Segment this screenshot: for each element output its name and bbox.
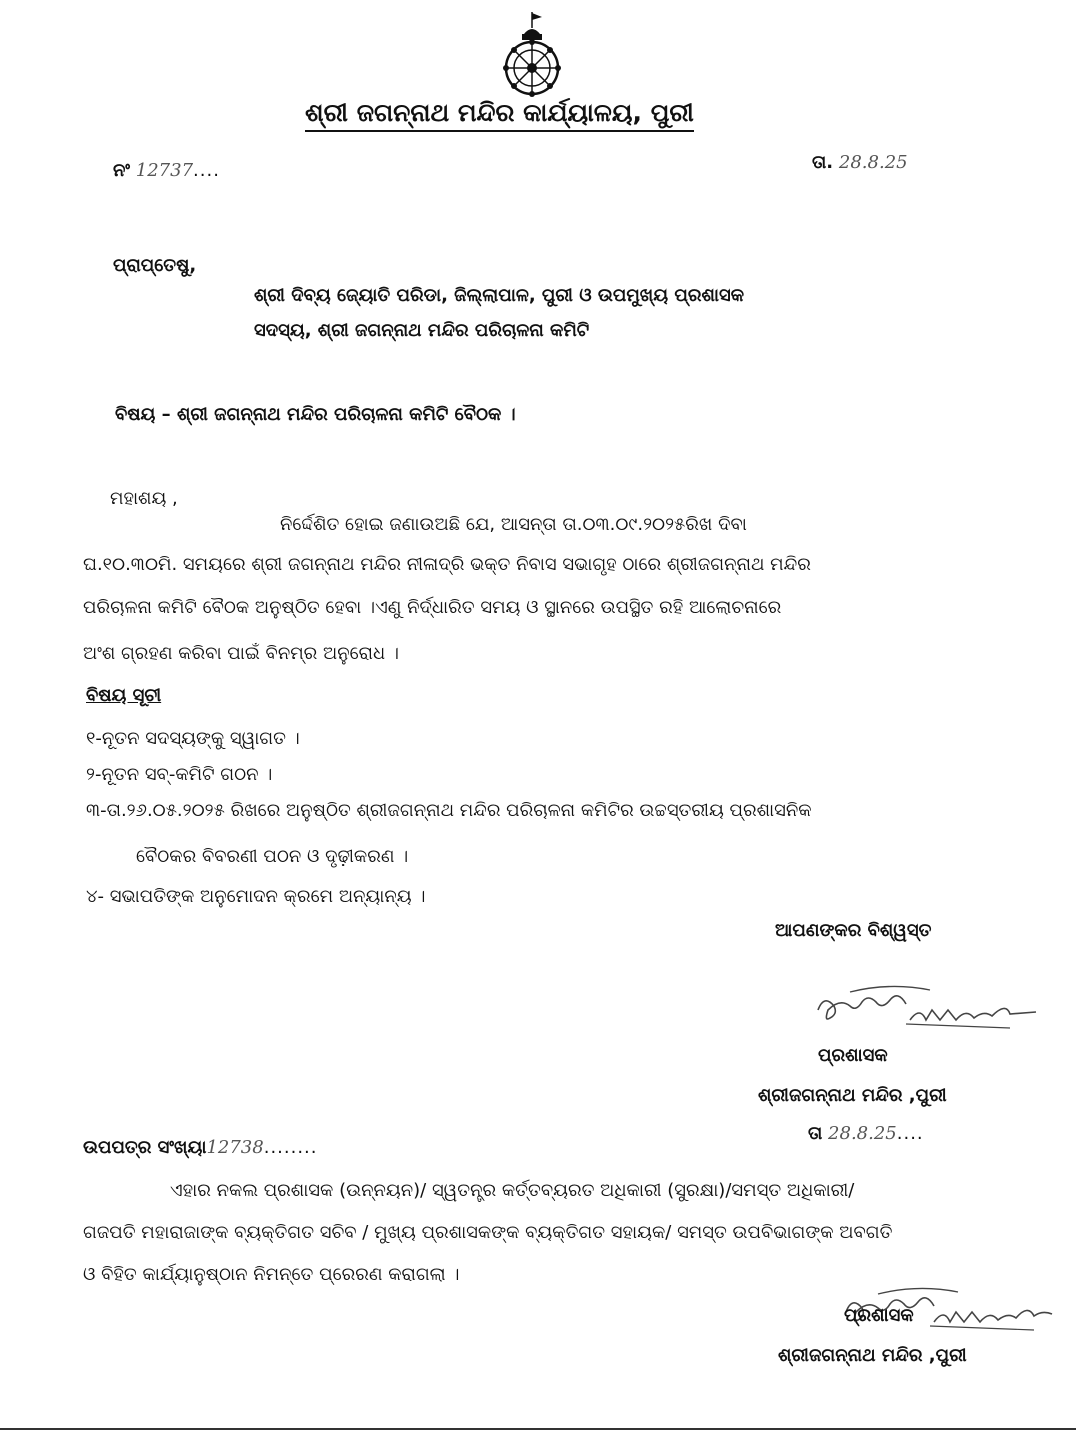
reference-date-label: ତା.: [812, 152, 834, 173]
subject-line: ବିଷୟ – ଶ୍ରୀ ଜଗନ୍ନାଥ ମନ୍ଦିର ପରିଚାଳନା କମିଟି ବୈଠକ ।: [115, 404, 516, 425]
copy-date-value: 28.8.25: [828, 1123, 897, 1144]
recipient-line-1: ଶ୍ରୀ ଦିବ୍ୟ ଜ୍ୟୋତି ପରିଡା, ଜିଲ୍ଲାପାଳ, ପୁରୀ ଓ ଉପମୁଖ୍ୟ ପ୍ରଶାସକ: [254, 285, 745, 306]
reference-date: [812, 152, 908, 173]
copy-line-1: ଏହାର ନକଲ ପ୍ରଶାସକ (ଉନ୍ନୟନ)/ ସ୍ୱତନ୍ତ୍ର କର୍ତ୍ତବ୍ୟରତ ଅଧିକାରୀ (ସୁରକ୍ଷା)/ସମସ୍ତ ଅଧିକାରୀ/: [170, 1180, 855, 1201]
office-heading: ଶ୍ରୀ ଜଗନ୍ନାଥ ମନ୍ଦିର କାର୍ଯ୍ୟାଳୟ, ପୁରୀ: [305, 98, 694, 132]
agenda-item-4: ୪- ସଭାପତିଙ୍କ ଅନୁମୋଦନ କ୍ରମେ ଅନ୍ୟାନ୍ୟ ।: [86, 886, 426, 907]
copy-number-label: ଉପପତ୍ର ସଂଖ୍ୟା: [83, 1137, 207, 1158]
agenda-item-1: ୧-ନୂତନ ସଦସ୍ୟଙ୍କୁ ସ୍ୱାଗତ ।: [86, 728, 300, 749]
temple-chakra-emblem-icon: [500, 12, 564, 102]
body-line-2: ଘ.୧୦.୩୦ମି. ସମୟରେ ଶ୍ରୀ ଜଗନ୍ନାଥ ମନ୍ଦିର ନୀଳାଦ୍ରି ଭକ୍ତ ନିବାସ ସଭାଗୃହ ଠାରେ ଶ୍ରୀଜଗନ୍ନାଥ ମନ୍ଦିର: [83, 554, 811, 575]
copy-office: ଶ୍ରୀଜଗନ୍ନାଥ ମନ୍ଦିର ,ପୁରୀ: [778, 1345, 967, 1366]
recipient-line-2: ସଦସ୍ୟ, ଶ୍ରୀ ଜଗନ୍ନାଥ ମନ୍ଦିର ପରିଚାଳନା କମିଟି: [254, 320, 590, 341]
page-bottom-edge: [0, 1428, 1076, 1430]
copy-date: [808, 1123, 924, 1144]
agenda-title: ବିଷୟ ସୂଚୀ: [86, 685, 162, 706]
body-line-1: ନିର୍ଦ୍ଦେଶିତ ହୋଇ ଜଣାଉଅଛି ଯେ, ଆସନ୍ତା ତା.୦୩.୦୯.୨୦୨୫ରିଖ ଦିବା: [280, 514, 747, 535]
closing-designation: ପ୍ରଶାସକ: [818, 1045, 888, 1066]
reference-number-dots: ....: [193, 160, 220, 181]
salutation: ମହାଶୟ ,: [110, 488, 178, 509]
reference-number-label: ନଂ: [113, 160, 131, 181]
reference-number-value: 12737: [135, 160, 194, 181]
reference-number: [113, 160, 220, 181]
copy-number-value: 12738: [206, 1137, 264, 1158]
agenda-item-2: ୨-ନୂତନ ସବ୍-କମିଟି ଗଠନ ।: [86, 764, 273, 785]
reference-date-value: 28.8.25: [838, 152, 908, 173]
copy-date-dots: ....: [896, 1123, 924, 1144]
copy-date-label: ତା: [808, 1123, 823, 1144]
to-label: ପ୍ରାପ୍ତେଷୁ,: [113, 255, 197, 276]
body-line-3: ପରିଚାଳନା କମିଟି ବୈଠକ ଅନୁଷ୍ଠିତ ହେବା ।ଏଣୁ ନିର୍ଦ୍ଧାରିତ ସମୟ ଓ ସ୍ଥାନରେ ଉପସ୍ଥିତ ରହି ଆଲୋଚନାରେ: [83, 597, 782, 618]
closing-office: ଶ୍ରୀଜଗନ୍ନାଥ ମନ୍ଦିର ,ପୁରୀ: [758, 1085, 947, 1106]
copy-number-dots: ........: [263, 1137, 318, 1158]
copy-designation: ପ୍ରଶାସକ: [844, 1305, 914, 1326]
copy-line-3: ଓ ବିହିତ କାର୍ଯ୍ୟାନୁଷ୍ଠାନ ନିମନ୍ତେ ପ୍ରେରଣ କରାଗଲା ।: [83, 1264, 460, 1285]
copy-line-2: ଗଜପତି ମହାରାଜାଙ୍କ ବ୍ୟକ୍ତିଗତ ସଚିବ / ମୁଖ୍ୟ ପ୍ରଶାସକଙ୍କ ବ୍ୟକ୍ତିଗତ ସହାୟକ/ ସମସ୍ତ ଉପବିଭାଗଙ୍କ ଅବଗତି: [83, 1222, 893, 1243]
closing-yours-faithfully: ଆପଣଙ୍କର ବିଶ୍ୱସ୍ତ: [775, 920, 932, 941]
copy-number: [83, 1137, 318, 1158]
body-line-4: ଅଂଶ ଗ୍ରହଣ କରିବା ପାଇଁ ବିନମ୍ର ଅନୁରୋଧ ।: [83, 643, 399, 664]
agenda-item-3-continued: ବୈଠକର ବିବରଣୀ ପଠନ ଓ ଦୃଢ଼ୀକରଣ ।: [136, 846, 409, 867]
handwritten-signature-icon: [810, 980, 1040, 1040]
agenda-item-3: ୩-ତା.୨୬.୦୫.୨୦୨୫ ରିଖରେ ଅନୁଷ୍ଠିତ ଶ୍ରୀଜଗନ୍ନାଥ ମନ୍ଦିର ପରିଚାଳନା କମିଟିର ଉଚ୍ଚସ୍ତରୀୟ ପ୍ରଶାସନିକ: [86, 800, 812, 821]
